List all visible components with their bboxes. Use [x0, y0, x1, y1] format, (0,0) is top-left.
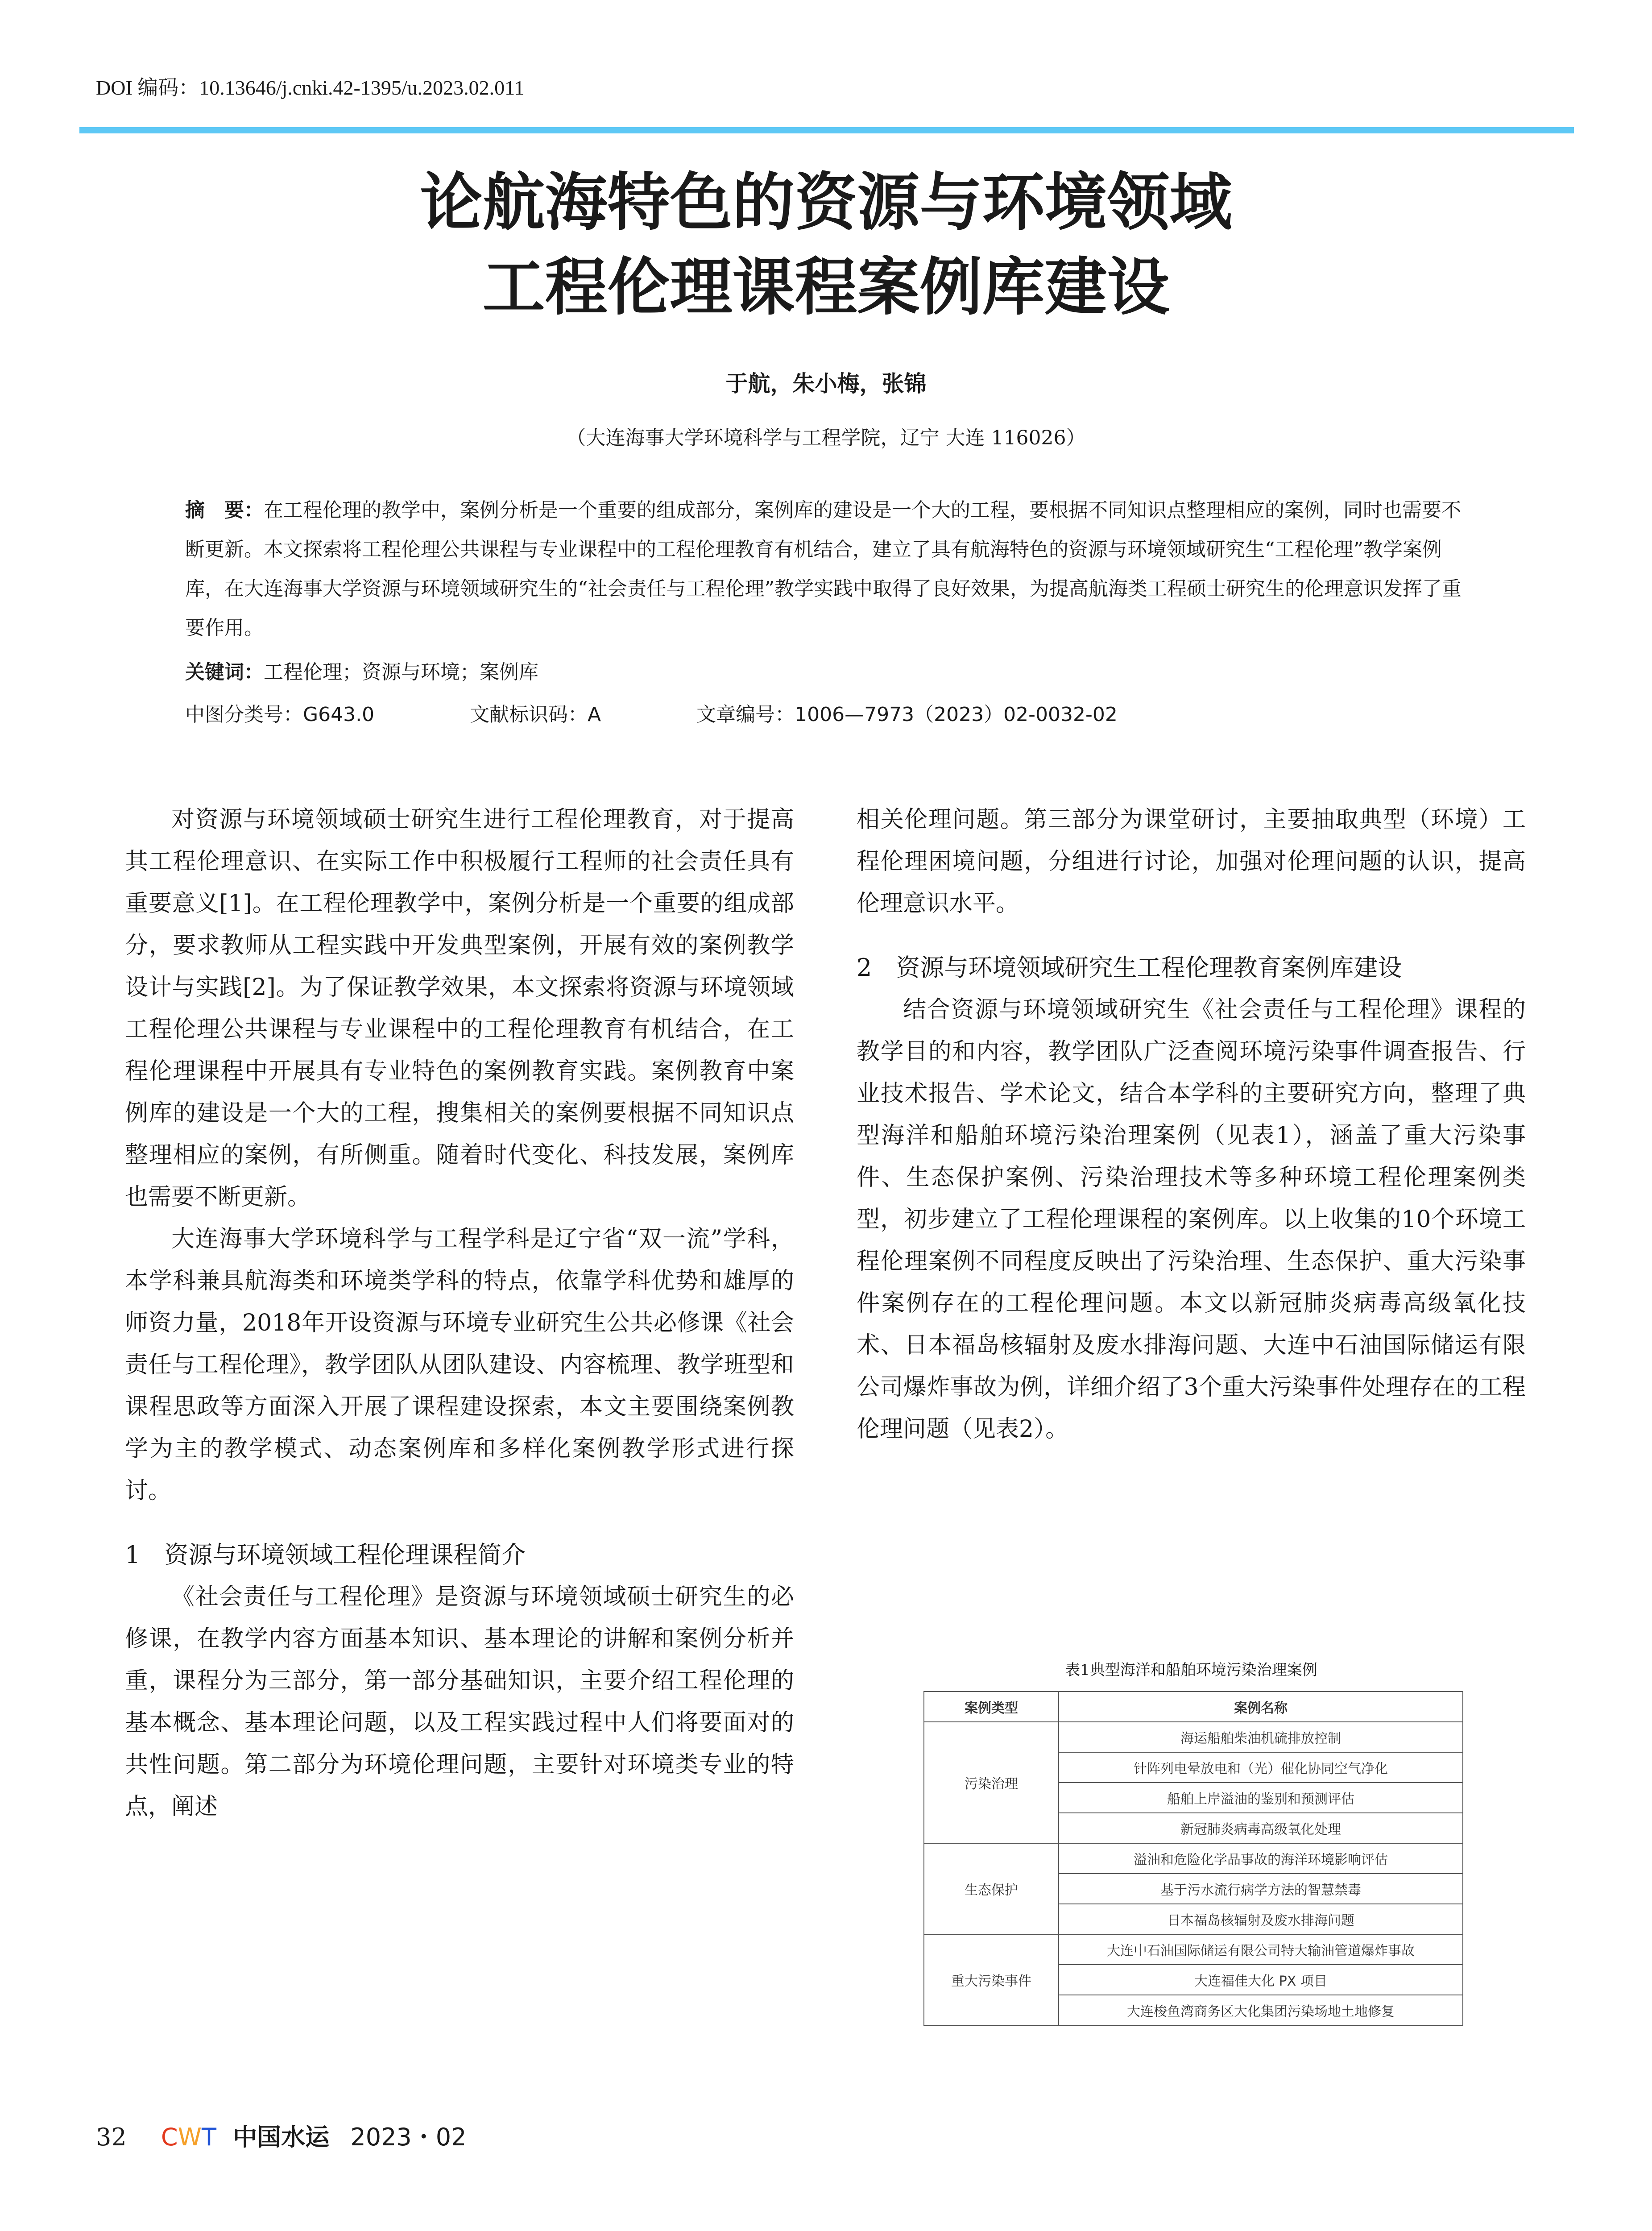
paragraph: 《社会责任与工程伦理》是资源与环境领域硕士研究生的必修课，在教学内容方面基本知识、基本理论的讲解和案例分析并重，课程分为三部分，第一部分基础知识，主要介绍工程伦理的基本概念、基本理论问题，以及工程实践过程中人们将要面对的共性问题。第二部分为环境伦理问题，主要针对环境类专业的特点，阐述 [125, 1584, 794, 1820]
table-caption: 表1典型海洋和船舶环境污染治理案例 [1065, 1661, 1317, 1679]
table-row [924, 1843, 1463, 1874]
journal-logo [161, 2123, 216, 2151]
issue: 2023・02 [350, 2123, 467, 2151]
case-type: 重大污染事件 [924, 1934, 1059, 2025]
footer [96, 2124, 467, 2150]
header-rule [79, 127, 1574, 133]
paragraph: 大连海事大学环境科学与工程学科是辽宁省“双一流”学科，本学科兼具航海类和环境类学科的特点，依靠学科优势和雄厚的师资力量，2018年开设资源与环境专业研究生公共必修课《社会责任与工程伦理》，教学团队从团队建设、内容梳理、教学班型和课程思政等方面深入开展了课程建设探索，本文主要围绕案例教学为主的教学模式、动态案例库和多样化案例教学形式进行探讨。 [125, 1226, 794, 1504]
title-line-2: 工程伦理课程案例库建设 [482, 251, 1170, 324]
doc-code: 文献标识码：A [470, 703, 601, 726]
case-name: 大连福佳大化 PX 项目 [1059, 1965, 1463, 1995]
keywords [185, 656, 538, 684]
doi: DOI 编码：10.13646/j.cnki.42-1395/u.2023.02.011 [96, 76, 525, 99]
case-name: 溢油和危险化学品事故的海洋环境影响评估 [1059, 1843, 1463, 1874]
table-1 [923, 1691, 1463, 2026]
case-name: 新冠肺炎病毒高级氧化处理 [1059, 1813, 1463, 1843]
case-name: 日本福岛核辐射及废水排海问题 [1059, 1904, 1463, 1934]
title-line-1: 论航海特色的资源与环境领域 [420, 166, 1232, 239]
classification [185, 698, 1479, 727]
keywords-text: 工程伦理；资源与环境；案例库 [264, 661, 538, 684]
affiliation: （大连海事大学环境科学与工程学院，辽宁 大连 116026） [566, 427, 1086, 449]
case-name: 大连中石油国际储运有限公司特大输油管道爆炸事故 [1059, 1934, 1463, 1965]
table-row [924, 1934, 1463, 1965]
abstract-label: 摘 要： [185, 499, 264, 522]
case-name: 海运船舶柴油机硫排放控制 [1059, 1722, 1463, 1752]
page-number: 32 [96, 2123, 127, 2151]
case-type: 生态保护 [924, 1843, 1059, 1934]
case-name: 大连梭鱼湾商务区大化集团污染场地土地修复 [1059, 1995, 1463, 2025]
table-header: 案例名称 [1059, 1692, 1463, 1722]
clc-number: 中图分类号：G643.0 [185, 703, 375, 726]
logo-c: C [161, 2123, 178, 2151]
case-name: 船舶上岸溢油的鉴别和预测评估 [1059, 1783, 1463, 1813]
abstract [185, 491, 1479, 648]
table-header: 案例类型 [924, 1692, 1059, 1722]
logo-t: T [202, 2123, 217, 2151]
left-column [125, 799, 794, 1828]
right-column [857, 799, 1526, 1450]
article-number: 文章编号：1006—7973（2023）02-0032-02 [696, 703, 1118, 726]
journal-name: 中国水运 [233, 2123, 330, 2151]
table-row [924, 1722, 1463, 1752]
section-heading: 2 资源与环境领域研究生工程伦理教育案例库建设 [857, 954, 1402, 982]
paragraph: 对资源与环境领域硕士研究生进行工程伦理教育，对于提高其工程伦理意识、在实际工作中积极履行工程师的社会责任具有重要意义[1]。在工程伦理教学中，案例分析是一个重要的组成部分，要求教师从工程实践中开发典型案例，开展有效的案例教学设计与实践[2]。为了保证教学效果，本文探索将资源与环境领域工程伦理公共课程与专业课程中的工程伦理教育有机结合，在工程伦理课程中开展具有专业特色的案例教育实践。案例教育中案例库的建设是一个大的工程，搜集相关的案例要根据不同知识点整理相应的案例，有所侧重。随着时代变化、科技发展，案例库也需要不断更新。 [125, 806, 794, 1211]
abstract-text: 在工程伦理的教学中，案例分析是一个重要的组成部分，案例库的建设是一个大的工程，要根据不同知识点整理相应的案例，同时也需要不断更新。本文探索将工程伦理公共课程与专业课程中的工程伦理教育有机结合，建立了具有航海特色的资源与环境领域研究生“工程伦理”教学案例库，在大连海事大学资源与环境领域研究生的“社会责任与工程伦理”教学实践中取得了良好效果，为提高航海类工程硕士研究生的伦理意识发挥了重要作用。 [185, 499, 1462, 639]
keywords-label: 关键词： [185, 661, 264, 684]
section-heading: 1 资源与环境领域工程伦理课程简介 [125, 1541, 526, 1569]
logo-w: W [178, 2123, 202, 2151]
paragraph: 结合资源与环境领域研究生《社会责任与工程伦理》课程的教学目的和内容，教学团队广泛查阅环境污染事件调查报告、行业技术报告、学术论文，结合本学科的主要研究方向，整理了典型海洋和船舶环境污染治理案例（见表1），涵盖了重大污染事件、生态保护案例、污染治理技术等多种环境工程伦理案例类型，初步建立了工程伦理课程的案例库。以上收集的10个环境工程伦理案例不同程度反映出了污染治理、生态保护、重大污染事件案例存在的工程伦理问题。本文以新冠肺炎病毒高级氧化技术、日本福岛核辐射及废水排海问题、大连中石油国际储运有限公司爆炸事故为例，详细介绍了3个重大污染事件处理存在的工程伦理问题（见表2）。 [857, 996, 1526, 1443]
case-name: 基于污水流行病学方法的智慧禁毒 [1059, 1874, 1463, 1904]
authors: 于航，朱小梅，张锦 [725, 371, 927, 397]
case-type: 污染治理 [924, 1722, 1059, 1843]
paragraph: 相关伦理问题。第三部分为课堂研讨，主要抽取典型（环境）工程伦理困境问题，分组进行讨论，加强对伦理问题的认识，提高伦理意识水平。 [857, 806, 1526, 917]
case-name: 针阵列电晕放电和（光）催化协同空气净化 [1059, 1752, 1463, 1783]
